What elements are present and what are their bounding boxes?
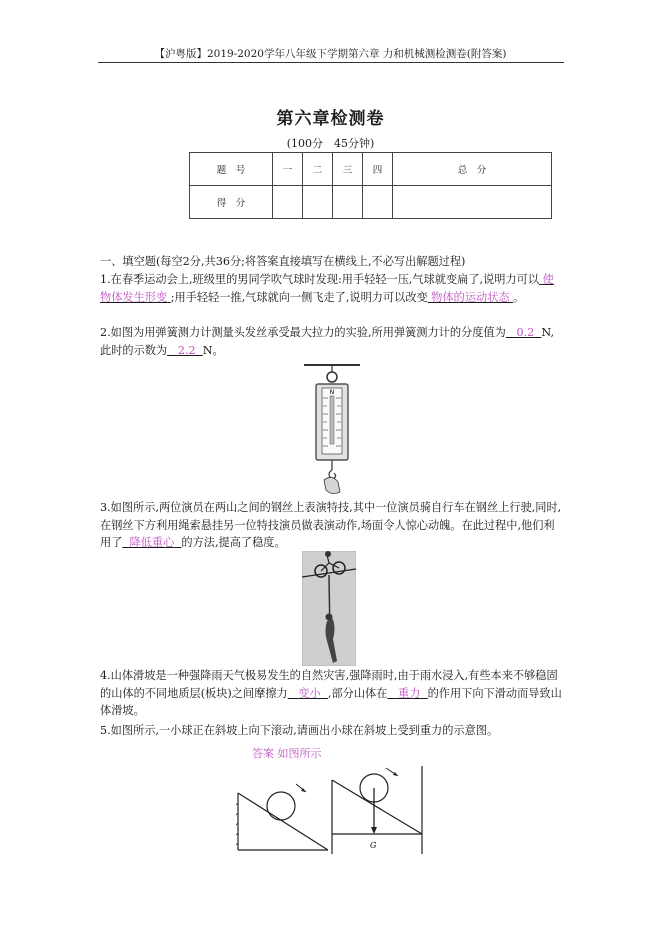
score-input-2[interactable]	[303, 186, 333, 219]
page-subtitle: (100分 45分钟)	[286, 137, 375, 150]
score-cell-1: 一	[273, 153, 303, 186]
score-input-3[interactable]	[333, 186, 363, 219]
answer-slope-surface	[332, 780, 422, 834]
q3-text-2: 的方法,提高了稳度。	[181, 536, 286, 549]
question-4	[100, 667, 562, 720]
q2-answer-2: 2.2	[177, 343, 196, 357]
score-cell-3: 三	[333, 153, 363, 186]
q1-text-3: 。	[513, 290, 525, 304]
q1-answer-2: 物体的运动状态	[431, 290, 510, 304]
tightrope-photo	[302, 551, 356, 666]
score-table-score-row	[190, 186, 552, 219]
scale-spring	[330, 396, 334, 444]
page-title: 第六章检测卷	[276, 109, 385, 129]
q1-text-1: 1.在春季运动会上,班级里的男同学吹气球时发现:用手轻轻一压,气球就变扁了,说明力可以	[100, 273, 540, 286]
q4-text-1: 4.山体滑坡是一种强降雨天气极易发生的自然灾害,强降雨时,由于雨水浸入,有些本来不够稳固的山体的不同地质层(板块)之间摩擦力	[100, 669, 558, 700]
slope-figure-question	[236, 768, 330, 854]
scale-unit-label: N	[329, 389, 335, 396]
gravity-label: G	[370, 841, 377, 850]
score-cell-2: 二	[303, 153, 333, 186]
score-input-total[interactable]	[393, 186, 552, 219]
spring-scale-figure	[302, 362, 362, 497]
q2-answer-1: 0.2	[516, 326, 535, 339]
q4-text-3: 的作用下向下滑动而导致山体滑坡。	[100, 686, 562, 717]
q4-answer-1: 变小	[298, 686, 321, 700]
hand-shape	[324, 477, 340, 493]
hanging-ring	[327, 372, 337, 382]
score-cell-label: 题 号	[190, 153, 273, 186]
score-table	[189, 152, 552, 219]
ball	[267, 792, 295, 820]
page-header: 【沪粤版】2019-2020学年八年级下学期第六章 力和机械测检测卷(附答案)	[154, 48, 507, 60]
question-1	[100, 271, 562, 306]
q2-text-1: 2.如图为用弹簧测力计测量头发丝承受最大拉力的实验,所用弹簧测力计的分度值为	[100, 326, 506, 339]
q4-answer-2: 重力	[398, 686, 421, 700]
q5-answer-caption: 答案 如图所示	[252, 747, 322, 760]
slope-figure-answer	[330, 762, 425, 858]
q3-text-1: 3.如图所示,两位演员在两山之间的钢丝上表演特技,其中一位演员骑自行车在钢丝上行驶,同时,在钢丝下方利用绳索悬挂另一位特技演员做表演动作,场面令人惊心动魄。在此过程中,他们利用了	[100, 501, 562, 549]
q1-answer-1: 使物体发生形变	[100, 273, 554, 304]
section1-heading: 一、填空题(每空2分,共36分;将答案直接填写在横线上,不必写出解题过程)	[100, 255, 466, 268]
q4-text-2: ,部分山体在	[327, 686, 388, 700]
q3-answer-1: 降低重心	[129, 536, 175, 549]
score-cell-total: 总 分	[393, 153, 552, 186]
slope-surface	[238, 793, 328, 850]
question-5: 5.如图所示,一小球正在斜坡上向下滚动,请画出小球在斜坡上受到重力的示意图。	[100, 724, 499, 737]
score-table-header-row	[190, 153, 552, 186]
question-2	[100, 324, 562, 359]
score-input-4[interactable]	[363, 186, 393, 219]
header-divider	[98, 62, 564, 63]
q2-text-2: N,此时的示数为	[100, 326, 555, 357]
question-3	[100, 499, 562, 552]
q1-text-2: ;用手轻轻一推,气球就向一侧飞走了,说明力可以改变	[170, 290, 428, 304]
score-cell-4: 四	[363, 153, 393, 186]
score-row-label: 得 分	[190, 186, 273, 219]
q2-text-3: N。	[202, 343, 224, 357]
score-input-1[interactable]	[273, 186, 303, 219]
